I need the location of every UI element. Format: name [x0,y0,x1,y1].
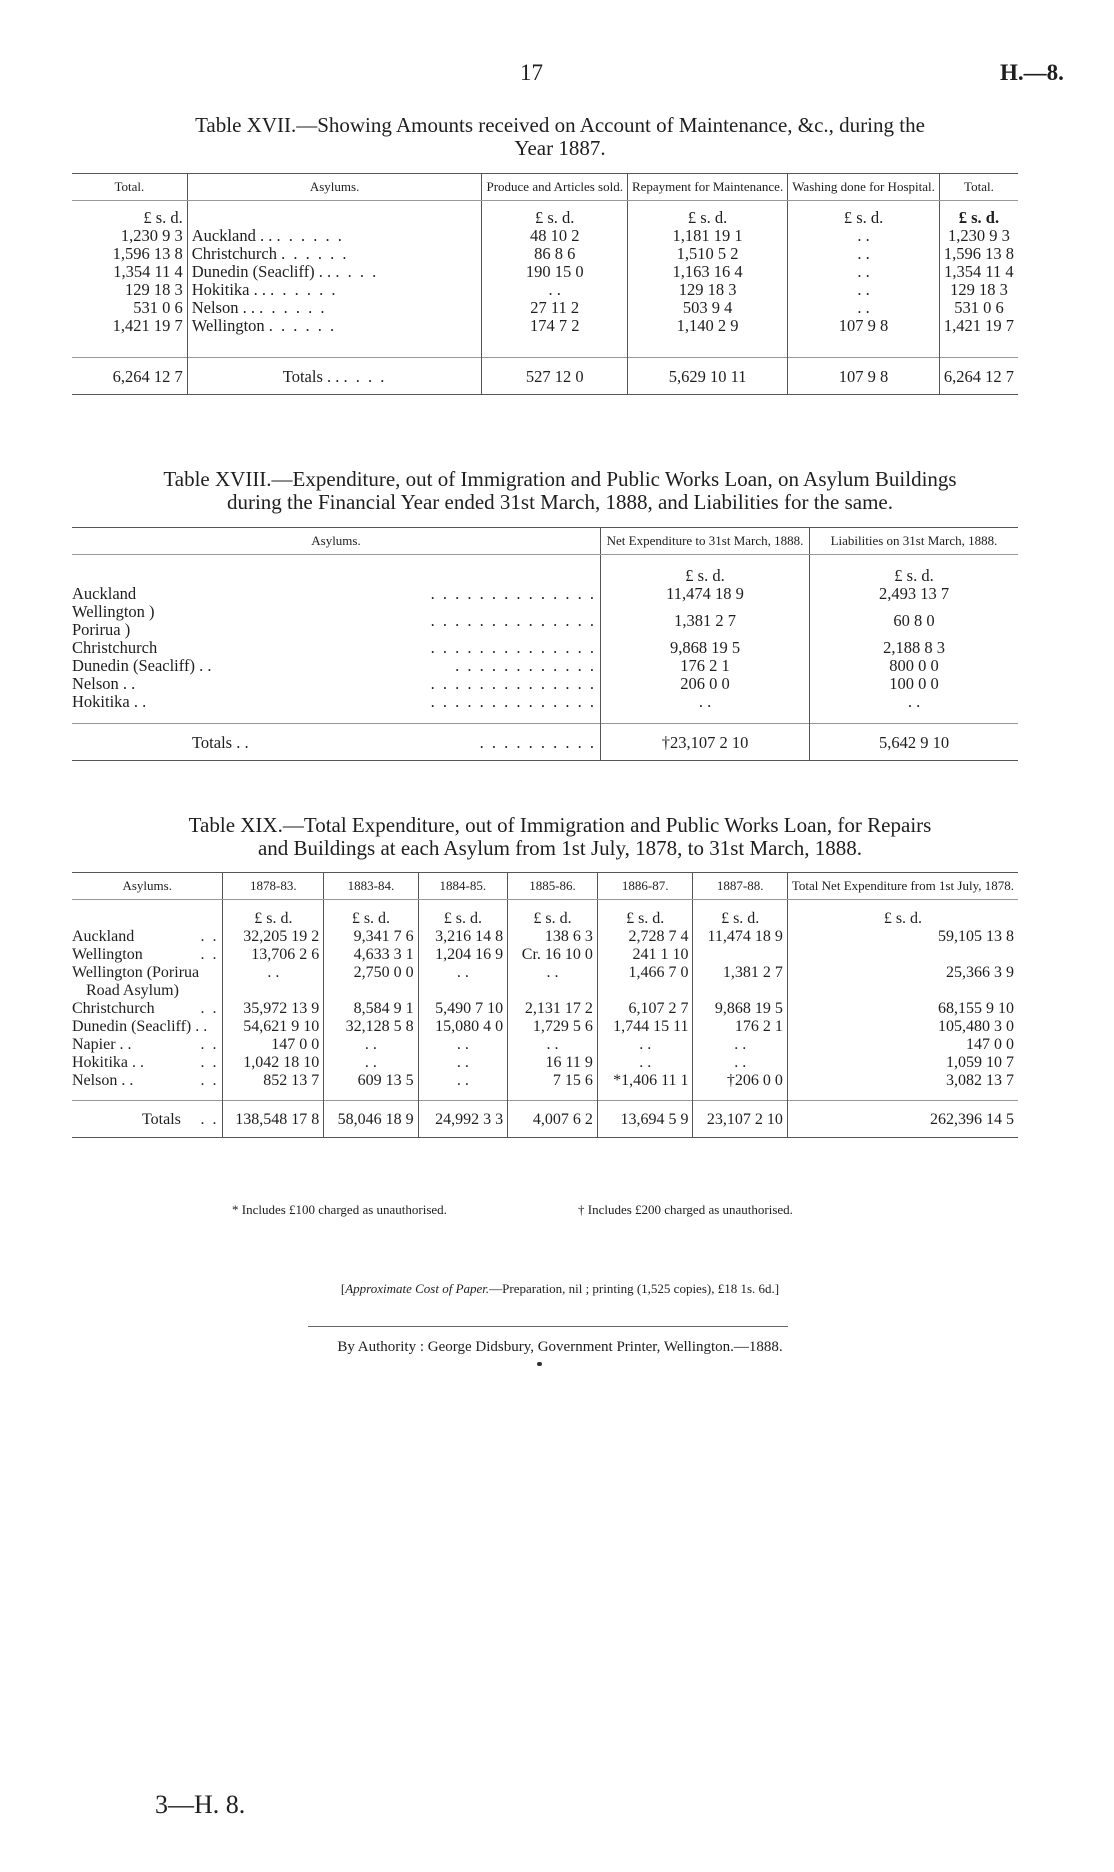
t17-cell: 1,596 13 8 [112,244,183,263]
t19-cell: 8,584 9 1 [324,1000,418,1018]
t19-total-cell: 4,007 6 2 [508,1101,598,1138]
cost-of-paper-note: [Approximate Cost of Paper.—Preparation, nil ; printing (1,525 copies), £18 1s. 6d.] [340,1281,780,1296]
t17-col-washing: Washing done for Hospital. [788,174,940,201]
t18-col-net-expenditure: Net Expenditure to 31st March, 1888. [601,528,810,555]
printer-mark-dot [537,1362,542,1366]
t19-col-1887-88: 1887-88. [693,873,787,900]
dot-leader: . . . . . . [259,298,327,317]
t19-cell: 16 11 9 [508,1054,598,1072]
dot-leader: . . . . . . [276,226,344,245]
t17-cell: 174 7 2 [482,317,627,358]
dot-leader: . . . . . . . . . . . . [455,656,596,675]
dot-leader: . . . . . . [281,244,349,263]
t19-cell: 241 1 10 [597,946,693,964]
t18-cell: 1,381 2 7 [601,603,810,639]
table19 [72,872,1018,1138]
t18-asylum-name: Auckland [72,584,137,603]
t17-cell: . . [788,281,940,299]
t19-cell: . . [508,1036,598,1054]
t19-cell: 1,042 18 10 [223,1054,324,1072]
footer-rule [308,1326,788,1327]
t19-cell: 9,868 19 5 [693,1000,787,1018]
t18-unit: £ s. d. [810,555,1019,586]
dot-leader: . . [200,1072,219,1089]
table-row [72,317,1018,358]
t19-cell: 3,082 13 7 [787,1072,1018,1101]
table-row [72,245,1018,263]
t19-cell: . . [324,1054,418,1072]
t19-cell: 5,490 7 10 [418,1000,507,1018]
t19-cell: . . [418,1036,507,1054]
t19-cell: 15,080 4 0 [418,1018,507,1036]
t17-cell: 48 10 2 [482,227,627,245]
t19-asylum-name: Wellington (Porirua [72,964,200,981]
t19-cell: 59,105 13 8 [787,928,1018,946]
totals-label: Totals . . [282,367,340,386]
t19-cell: . . [508,964,598,1000]
t17-cell: 1,230 9 3 [939,227,1018,245]
t17-cell: 1,510 5 2 [627,245,787,263]
dot-leader: . . . . [335,262,379,281]
t19-total-cell: 262,396 14 5 [787,1101,1018,1138]
t17-total-cell: 107 9 8 [788,358,940,395]
dot-leader: . . [200,1111,219,1128]
table-row [72,928,1018,946]
t17-unit: £ s. d. [939,201,1018,228]
dot-leader: . . . . . . . . . . . . . . [430,584,596,603]
t17-unit: £ s. d. [143,208,183,227]
t19-asylum-name: Nelson . . [72,1072,134,1089]
table-row [72,675,1018,693]
t19-unit: £ s. d. [693,900,787,929]
t19-cell: . . [693,1036,787,1054]
t19-unit: £ s. d. [418,900,507,929]
t19-col-total-net: Total Net Expenditure from 1st July, 1878. [787,873,1018,900]
t18-asylum-name: Wellington ) [72,602,155,621]
dot-leader: . . . . . . [270,280,338,299]
t18-total-cell: 5,642 9 10 [810,724,1019,761]
t18-col-asylums: Asylums. [72,528,601,555]
dot-leader: . . . . . . . . . . [479,733,596,752]
t17-asylum-name: Wellington [191,316,265,335]
totals-row [72,724,1018,761]
table18-title-line1: Table XVIII.—Expenditure, out of Immigration and Public Works Loan, on Asylum Buildings [163,467,957,491]
t19-cell: 1,466 7 0 [597,964,693,1000]
t19-cell: 147 0 0 [223,1036,324,1054]
t17-col-asylums: Asylums. [187,174,482,201]
table-row [72,603,1018,639]
t19-cell: 852 13 7 [223,1072,324,1101]
t19-cell: 2,728 7 4 [597,928,693,946]
t17-cell: . . [788,299,940,317]
t19-cell: 1,729 5 6 [508,1018,598,1036]
t19-total-cell: 13,694 5 9 [597,1101,693,1138]
t19-asylum-name: Wellington [72,946,143,963]
table-row [72,585,1018,603]
t17-asylum-name: Auckland . . [191,226,273,245]
t17-unit: £ s. d. [788,201,940,228]
dot-leader: . . [200,946,219,963]
t19-cell: 1,059 10 7 [787,1054,1018,1072]
t19-total-cell: 23,107 2 10 [693,1101,787,1138]
document-code: H.—8. [1000,60,1064,85]
t19-cell: 3,216 14 8 [418,928,507,946]
dot-leader: . . [200,1036,219,1053]
table-row [72,693,1018,724]
t17-total-cell: 6,264 12 7 [72,358,187,395]
t19-cell: 6,107 2 7 [597,1000,693,1018]
t18-asylum-name-line2: Porirua ) [72,620,131,639]
t18-cell: 2,188 8 3 [810,639,1019,657]
t19-asylum-name: Hokitika . . [72,1054,144,1071]
t18-cell: 2,493 13 7 [810,585,1019,603]
printer-authority: By Authority : George Didsbury, Government Printer, Wellington.—1888. [337,1339,783,1355]
table19-title-line2: and Buildings at each Asylum from 1st July, 1878, to 31st March, 1888. [257,836,863,860]
table-row [72,946,1018,964]
t19-col-1883-84: 1883-84. [324,873,418,900]
t19-col-asylums: Asylums. [72,873,223,900]
t19-asylum-name: Christchurch [72,1000,155,1017]
table-row [72,639,1018,657]
t17-cell: . . [788,227,940,245]
t17-cell: 129 18 3 [627,281,787,299]
t19-cell: 7 15 6 [508,1072,598,1101]
t19-cell: 11,474 18 9 [693,928,787,946]
t19-cell: 2,750 0 0 [324,964,418,1000]
t17-cell: . . [788,263,940,281]
t19-cell: . . [223,964,324,1000]
table-row [72,1036,1018,1054]
t17-cell: . . [482,281,627,299]
dot-leader: . . . . . . . . . . . . . . [430,692,596,711]
t19-col-1878-83: 1878-83. [223,873,324,900]
t17-total-cell: 527 12 0 [482,358,627,395]
t18-cell: 206 0 0 [601,675,810,693]
t17-cell: 86 8 6 [482,245,627,263]
t19-asylum-name: Napier . . [72,1036,132,1053]
dot-leader: . . . . . . . . . . . . . . [430,638,596,657]
table17-title-line1: Table XVII.—Showing Amounts received on Account of Maintenance, &c., during the [195,113,925,137]
t19-cell: 2,131 17 2 [508,1000,598,1018]
t18-col-liabilities: Liabilities on 31st March, 1888. [810,528,1019,555]
t19-cell: 1,204 16 9 [418,946,507,964]
t17-col-repayment: Repayment for Maintenance. [627,174,787,201]
totals-row [72,358,1018,395]
t18-cell: . . [810,693,1019,724]
t19-cell: . . [693,1054,787,1072]
table-row [72,1054,1018,1072]
t17-total-cell: 6,264 12 7 [939,358,1018,395]
t19-cell: *1,406 11 1 [597,1072,693,1101]
t19-total-cell: 138,548 17 8 [223,1101,324,1138]
t18-cell: 60 8 0 [810,603,1019,639]
t19-cell: 609 13 5 [324,1072,418,1101]
t19-cell: 138 6 3 [508,928,598,946]
t19-unit: £ s. d. [597,900,693,929]
t19-cell: 32,128 5 8 [324,1018,418,1036]
t19-cell: . . [597,1036,693,1054]
table17 [72,173,1018,395]
table-row [72,1000,1018,1018]
table17-title-line2: Year 1887. [514,136,606,160]
page-signature-mark: 3—H. 8. [155,1790,246,1819]
t17-asylum-name: Hokitika . . [191,280,266,299]
table-row [72,299,1018,317]
footnote-asterisk: * Includes £100 charged as unauthorised. [232,1202,447,1217]
t19-cell: †206 0 0 [693,1072,787,1101]
totals-label: Totals [142,1111,181,1128]
cost-text: —Preparation, nil ; printing (1,525 copies), £18 1s. 6d.] [489,1281,780,1296]
t17-cell: 1,421 19 7 [112,316,183,335]
t17-cell: 1,354 11 4 [113,262,183,281]
totals-label: Totals . . [192,733,249,752]
t17-cell: 129 18 3 [124,280,183,299]
t19-total-cell: 24,992 3 3 [418,1101,507,1138]
t17-cell: 1,421 19 7 [939,317,1018,358]
t18-cell: 100 0 0 [810,675,1019,693]
t19-total-cell: 58,046 18 9 [324,1101,418,1138]
t17-cell: 531 0 6 [133,298,183,317]
t19-cell: 105,480 3 0 [787,1018,1018,1036]
t19-unit: £ s. d. [324,900,418,929]
t19-cell: 25,366 3 9 [787,946,1018,1000]
t18-asylum-name: Hokitika . . [72,692,147,711]
t19-col-1885-86: 1885-86. [508,873,598,900]
t18-cell: 176 2 1 [601,657,810,675]
t19-asylum-name-line2: Road Asylum) [86,982,179,999]
t18-cell: . . [601,693,810,724]
t19-cell: . . [418,964,507,1000]
dot-leader: . . [200,1000,219,1017]
t19-cell: . . [418,1054,507,1072]
t19-unit: £ s. d. [787,900,1018,929]
t17-unit: £ s. d. [627,201,787,228]
t19-cell: 176 2 1 [693,1018,787,1036]
cost-label: Approximate Cost of Paper. [345,1281,490,1296]
t18-cell: 9,868 19 5 [601,639,810,657]
t18-asylum-name: Nelson . . [72,674,136,693]
t19-cell: 1,744 15 11 [597,1018,693,1036]
t18-cell: 11,474 18 9 [601,585,810,603]
table-row [72,281,1018,299]
t19-cell: . . [324,1036,418,1054]
t17-total-cell: 5,629 10 11 [627,358,787,395]
t19-cell: . . [418,1072,507,1101]
t17-cell: 129 18 3 [939,281,1018,299]
t19-asylum-name: Dunedin (Seacliff) . . [72,1018,208,1035]
t17-cell: 27 11 2 [482,299,627,317]
table-row [72,263,1018,281]
t19-cell: 1,381 2 7 [693,946,787,1000]
dot-leader: . . . . . . . . . . . . . . [430,611,596,630]
t19-cell: 13,706 2 6 [223,946,324,964]
table-row [72,227,1018,245]
t17-cell: 1,354 11 4 [939,263,1018,281]
t18-cell: 800 0 0 [810,657,1019,675]
t19-col-1886-87: 1886-87. [597,873,693,900]
t17-asylum-name: Christchurch [191,244,277,263]
t19-unit: £ s. d. [508,900,598,929]
page-number: 17 [520,60,543,85]
dot-leader: . . . . [343,367,387,386]
t17-cell: 1,230 9 3 [120,226,183,245]
t18-total-cell: †23,107 2 10 [601,724,810,761]
t17-col-total: Total. [72,174,187,201]
totals-row [72,1101,1018,1138]
t17-asylum-name: Dunedin (Seacliff) . . [191,262,332,281]
table-row [72,1018,1018,1036]
table18 [72,527,1018,761]
t19-unit: £ s. d. [223,900,324,929]
t19-cell: . . [597,1054,693,1072]
t19-cell: Cr. 16 10 0 [508,946,598,964]
t19-cell: 54,621 9 10 [223,1018,324,1036]
t19-asylum-name: Auckland [72,928,135,945]
t19-cell: 35,972 13 9 [223,1000,324,1018]
table19-title-line1: Table XIX.—Total Expenditure, out of Immigration and Public Works Loan, for Repairs [188,813,932,837]
t17-cell: 503 9 4 [627,299,787,317]
t19-cell: 68,155 9 10 [787,1000,1018,1018]
dot-leader: . . [200,1054,219,1071]
t18-unit: £ s. d. [601,555,810,586]
table-row [72,657,1018,675]
t18-asylum-name: Christchurch [72,638,158,657]
t17-col-produce: Produce and Articles sold. [482,174,627,201]
t17-cell: 1,596 13 8 [939,245,1018,263]
t19-cell: 147 0 0 [787,1036,1018,1054]
t17-cell: 107 9 8 [788,317,940,358]
t17-cell: 531 0 6 [939,299,1018,317]
t17-unit: £ s. d. [482,201,627,228]
t17-cell: . . [788,245,940,263]
dot-leader: . . . . . . . . . . . . . . [430,674,596,693]
t17-cell: 1,140 2 9 [627,317,787,358]
t17-cell: 1,181 19 1 [627,227,787,245]
t19-cell: 9,341 7 6 [324,928,418,946]
table18-title-line2: during the Financial Year ended 31st March, 1888, and Liabilities for the same. [226,490,893,514]
footnote-dagger: † Includes £200 charged as unauthorised. [578,1202,793,1217]
t19-col-1884-85: 1884-85. [418,873,507,900]
t17-asylum-name: Nelson . . [191,298,255,317]
t17-cell: 190 15 0 [482,263,627,281]
t17-col-total2: Total. [939,174,1018,201]
t19-cell: 4,633 3 1 [324,946,418,964]
dot-leader: . . . . . . [268,316,337,335]
table-row [72,1072,1018,1101]
t18-asylum-name: Dunedin (Seacliff) . . [72,656,212,675]
dot-leader: . . [200,928,219,945]
t17-cell: 1,163 16 4 [627,263,787,281]
t19-cell: 32,205 19 2 [223,928,324,946]
